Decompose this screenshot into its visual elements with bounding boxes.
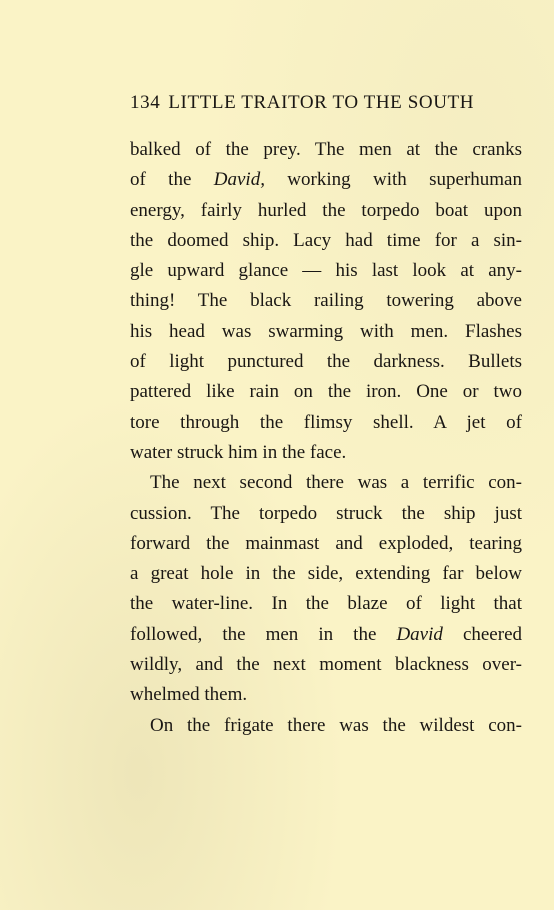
text-line: water struck him in the face. xyxy=(130,441,347,463)
text-line: a great hole in the side, extending far below xyxy=(130,563,522,585)
text-line: cussion. The torpedo struck the ship just xyxy=(130,502,522,524)
text-line: the water-line. In the blaze of light that xyxy=(130,593,522,615)
text-line: followed, the men in the David cheered xyxy=(130,623,522,645)
running-head xyxy=(130,92,522,118)
paragraph xyxy=(130,135,522,468)
text-line: The next second there was a terrific con- xyxy=(150,472,522,494)
text-line: pattered like rain on the iron. One or two xyxy=(130,381,522,403)
text-line: tore through the flimsy shell. A jet of xyxy=(130,411,522,433)
body-text xyxy=(130,135,522,741)
paragraph xyxy=(130,468,522,710)
italic-ship-name: David xyxy=(396,623,443,645)
text-line: energy, fairly hurled the torpedo boat upon xyxy=(130,199,522,221)
text-line: of light punctured the darkness. Bullets xyxy=(130,351,522,373)
running-title: LITTLE TRAITOR TO THE SOUTH xyxy=(168,92,475,113)
text-line: whelmed them. xyxy=(130,684,248,706)
text-line: forward the mainmast and exploded, tearing xyxy=(130,532,522,554)
page-number: 134 xyxy=(130,92,161,113)
text-line: his head was swarming with men. Flashes xyxy=(130,320,522,342)
text-line: gle upward glance — his last look at any- xyxy=(130,260,522,282)
text-line: On the frigate there was the wildest con- xyxy=(150,714,522,736)
text-line: the doomed ship. Lacy had time for a sin- xyxy=(130,229,522,251)
text-line: of the David, working with superhuman xyxy=(130,169,522,191)
text-line: thing! The black railing towering above xyxy=(130,290,522,312)
text-line: balked of the prey. The men at the cranks xyxy=(130,139,522,160)
paragraph xyxy=(130,711,522,741)
text-line: wildly, and the next moment blackness over- xyxy=(130,654,522,676)
italic-ship-name: David, xyxy=(213,169,265,191)
